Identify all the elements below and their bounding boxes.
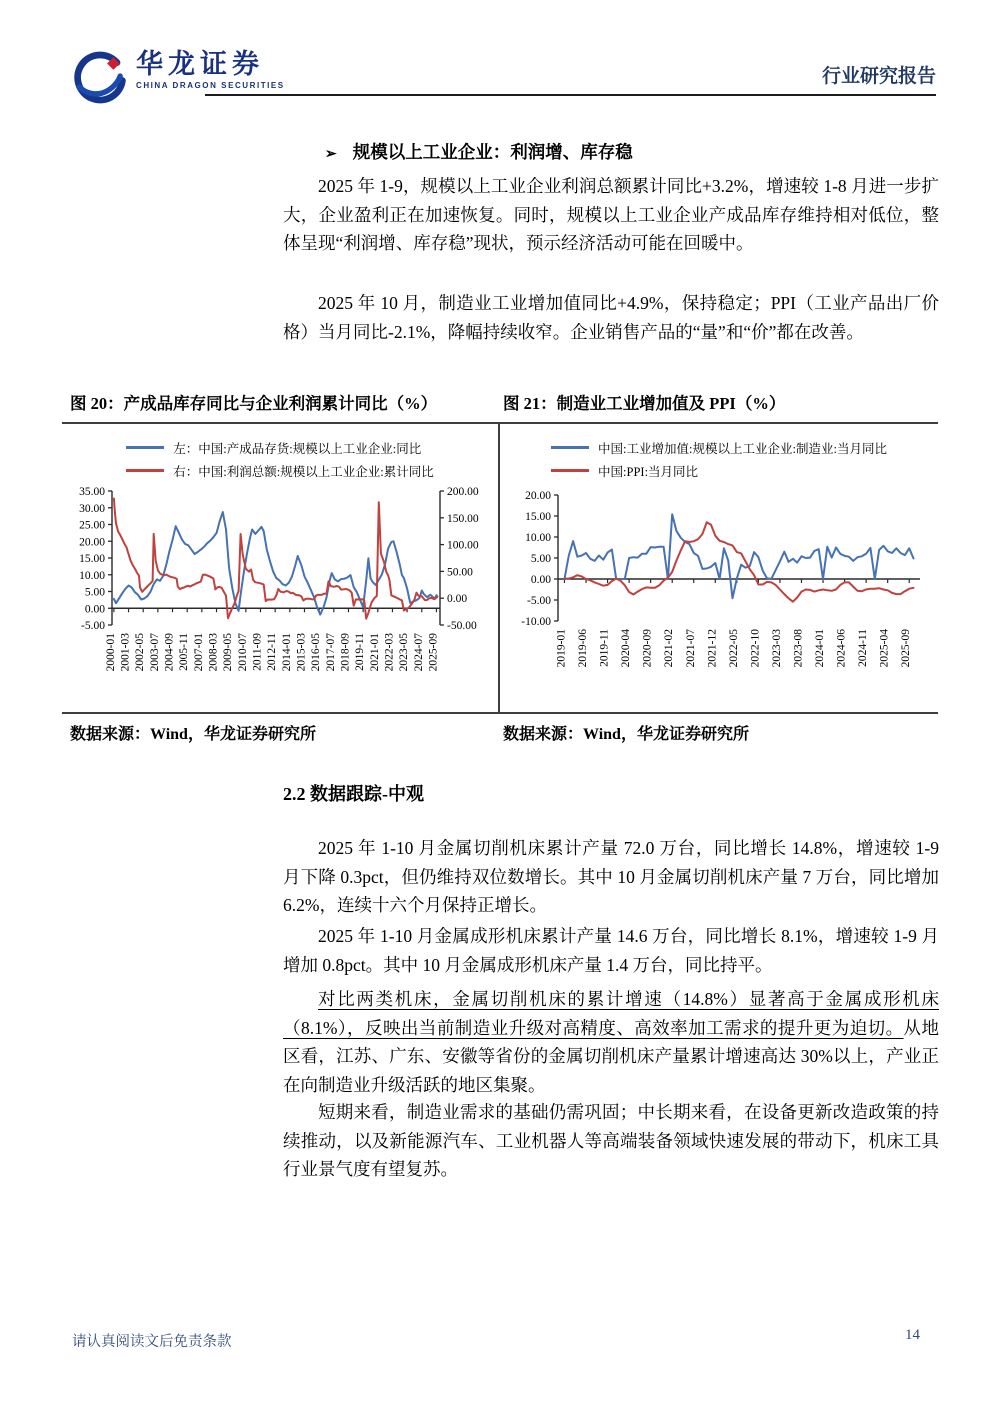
- svg-text:25.00: 25.00: [79, 519, 105, 532]
- legend-item: [126, 436, 433, 459]
- svg-text:2022-05: 2022-05: [727, 629, 740, 668]
- svg-text:2008-03: 2008-03: [207, 633, 220, 672]
- svg-text:2021-02: 2021-02: [663, 629, 676, 668]
- figure21-legend: [500, 436, 938, 482]
- svg-text:2011-09: 2011-09: [251, 633, 264, 671]
- legend-label: 中国:工业增加值:规模以上工业企业:制造业:当月同比: [598, 441, 887, 456]
- svg-text:2020-09: 2020-09: [641, 629, 654, 668]
- red-line-swatch-icon: [551, 469, 589, 472]
- svg-text:20.00: 20.00: [79, 536, 105, 549]
- svg-text:15.00: 15.00: [525, 511, 551, 523]
- legend-label: 右：中国:利润总额:规模以上工业企业:累计同比: [173, 464, 434, 479]
- svg-text:2022-10: 2022-10: [749, 629, 762, 668]
- svg-text:2009-05: 2009-05: [222, 633, 235, 672]
- svg-text:20.00: 20.00: [525, 490, 551, 502]
- paragraph-iav-ppi: 2025 年 10 月，制造业工业增加值同比+4.9%，保持稳定；PPI（工业产品出厂价格）当月同比-2.1%，降幅持续收窄。企业销售产品的“量”和“价”都在改善。: [283, 293, 939, 342]
- paragraph-forming-machine: 2025 年 1-10 月金属成形机床累计产量 14.6 万台，同比增长 8.1%，增速较 1-9 月增加 0.8pct。其中 10 月金属成形机床产量 1.4 万台，同比持平。: [283, 926, 939, 975]
- legend-item: [551, 459, 887, 482]
- svg-text:2024-01: 2024-01: [814, 629, 827, 668]
- svg-text:-5.00: -5.00: [527, 595, 551, 607]
- svg-text:0.00: 0.00: [447, 593, 468, 606]
- figures-container: [62, 422, 938, 714]
- svg-text:-5.00: -5.00: [81, 620, 105, 632]
- figure21-caption: 图 21：制造业工业增加值及 PPI（%）: [503, 394, 786, 413]
- svg-text:0.00: 0.00: [84, 603, 105, 616]
- inventory-profit-line-chart: [62, 485, 498, 710]
- figure21-cell: [500, 424, 938, 712]
- svg-text:2021-01: 2021-01: [368, 633, 381, 672]
- plain-text: 从地区看，江苏、广东、安徽等省份的金属切削机床产量累计增速高达 30%以上，产业正在向制造业升级活跃的地区集聚。: [283, 1017, 939, 1095]
- svg-text:2024-11: 2024-11: [857, 629, 870, 667]
- svg-text:2023-05: 2023-05: [398, 633, 411, 672]
- section-heading-2-2: 2.2 数据跟踪-中观: [283, 784, 424, 804]
- svg-text:5.00: 5.00: [530, 553, 551, 565]
- svg-text:2010-07: 2010-07: [236, 633, 249, 672]
- underlined-text: 对比两类机床，金属切削机床的累计增速（14.8%）显著高于金属成形机床（8.1%），反映出当前制造业升级对高精度、高效率加工需求的提升更为迫切。: [283, 989, 939, 1038]
- section-bullet-heading: [325, 139, 633, 164]
- svg-text:2022-03: 2022-03: [383, 633, 396, 672]
- figure20-legend: [62, 436, 498, 482]
- logo-swirl-icon: [72, 50, 126, 104]
- svg-text:2018-09: 2018-09: [339, 633, 352, 672]
- paragraph-profit-inventory: 2025 年 1-9，规模以上工业企业利润总额累计同比+3.2%，增速较 1-8 月进一步扩大，企业盈利正在加速恢复。同时，规模以上工业企业产成品库存维持相对低位，整体呈现“利润增、库存稳”现状，预示经济活动可能在回暖中。: [283, 176, 939, 253]
- svg-text:2004-09: 2004-09: [163, 633, 176, 672]
- svg-text:2023-08: 2023-08: [792, 629, 805, 668]
- svg-text:2024-06: 2024-06: [835, 629, 848, 668]
- report-type-label: 行业研究报告: [821, 66, 936, 87]
- blue-line-swatch-icon: [126, 446, 164, 449]
- svg-text:35.00: 35.00: [79, 486, 105, 498]
- svg-text:2019-01: 2019-01: [555, 629, 568, 668]
- svg-text:-10.00: -10.00: [521, 616, 551, 628]
- svg-text:2025-09: 2025-09: [900, 629, 913, 668]
- svg-text:2015-03: 2015-03: [295, 633, 308, 672]
- svg-text:10.00: 10.00: [525, 532, 551, 544]
- company-name-en: CHINA DRAGON SECURITIES: [136, 81, 285, 91]
- page-number: 14: [905, 1327, 920, 1343]
- figure21-source-note: 数据来源：Wind，华龙证券研究所: [503, 726, 749, 743]
- svg-text:2024-07: 2024-07: [412, 633, 425, 672]
- svg-text:2019-11: 2019-11: [354, 633, 367, 671]
- svg-text:30.00: 30.00: [79, 502, 105, 515]
- red-line-swatch-icon: [126, 469, 164, 472]
- svg-text:2012-11: 2012-11: [266, 633, 279, 671]
- paragraph-comparison: [283, 985, 939, 1099]
- svg-text:50.00: 50.00: [447, 566, 473, 579]
- svg-text:2025-04: 2025-04: [878, 629, 891, 668]
- paragraph-outlook: 短期来看，制造业需求的基础仍需巩固；中长期来看，在设备更新改造政策的持续推动，以及新能源汽车、工业机器人等高端装备领域快速发展的带动下，机床工具行业景气度有望复苏。: [283, 1102, 939, 1179]
- svg-text:2000-01: 2000-01: [104, 633, 117, 672]
- svg-text:2021-07: 2021-07: [684, 629, 697, 668]
- svg-text:2019-11: 2019-11: [598, 629, 611, 667]
- svg-text:2025-09: 2025-09: [427, 633, 440, 672]
- svg-text:2016-05: 2016-05: [310, 633, 323, 672]
- paragraph-cutting-machine: 2025 年 1-10 月金属切削机床累计产量 72.0 万台，同比增长 14.8%，增速较 1-9 月下降 0.3pct，但仍维持双位数增长。其中 10 月金属切削机床产量 7 万台，同比增加 6.2%，连续十六个月保持正增长。: [283, 838, 939, 915]
- svg-text:10.00: 10.00: [79, 569, 105, 582]
- svg-text:0.00: 0.00: [530, 574, 551, 586]
- svg-text:2020-04: 2020-04: [620, 629, 633, 668]
- svg-text:15.00: 15.00: [79, 553, 105, 565]
- svg-text:2021-12: 2021-12: [706, 629, 719, 668]
- legend-label: 左：中国:产成品存货:规模以上工业企业:同比: [173, 441, 422, 456]
- arrow-bullet-icon: ➢: [325, 147, 337, 162]
- svg-text:100.00: 100.00: [447, 539, 479, 552]
- svg-text:2017-07: 2017-07: [324, 633, 337, 672]
- svg-text:-50.00: -50.00: [447, 620, 477, 632]
- iav-ppi-line-chart: [500, 485, 936, 710]
- company-name-cn: 华龙证券: [136, 49, 264, 79]
- figure20-cell: [62, 424, 500, 712]
- svg-text:2003-07: 2003-07: [148, 633, 161, 672]
- svg-text:5.00: 5.00: [84, 586, 105, 599]
- blue-line-swatch-icon: [551, 446, 589, 449]
- figure20-source-note: 数据来源：Wind，华龙证券研究所: [70, 726, 316, 743]
- svg-text:2019-06: 2019-06: [577, 629, 590, 668]
- legend-item: [126, 459, 433, 482]
- svg-text:2007-01: 2007-01: [192, 633, 205, 672]
- svg-text:2023-03: 2023-03: [770, 629, 783, 668]
- svg-text:200.00: 200.00: [447, 486, 479, 498]
- legend-label: 中国:PPI:当月同比: [598, 464, 699, 479]
- bullet-heading-text: 规模以上工业企业：利润增、库存稳: [352, 142, 633, 162]
- figure20-caption: 图 20：产成品库存同比与企业利润累计同比（%）: [70, 394, 438, 413]
- svg-text:2001-03: 2001-03: [119, 633, 132, 672]
- svg-text:2005-11: 2005-11: [178, 633, 191, 671]
- footer-disclaimer: 请认真阅读文后免责条款: [72, 1334, 232, 1350]
- svg-text:2002-05: 2002-05: [134, 633, 147, 672]
- legend-item: [551, 436, 887, 459]
- svg-text:2014-01: 2014-01: [280, 633, 293, 672]
- header-divider: [205, 94, 936, 96]
- svg-text:150.00: 150.00: [447, 512, 479, 525]
